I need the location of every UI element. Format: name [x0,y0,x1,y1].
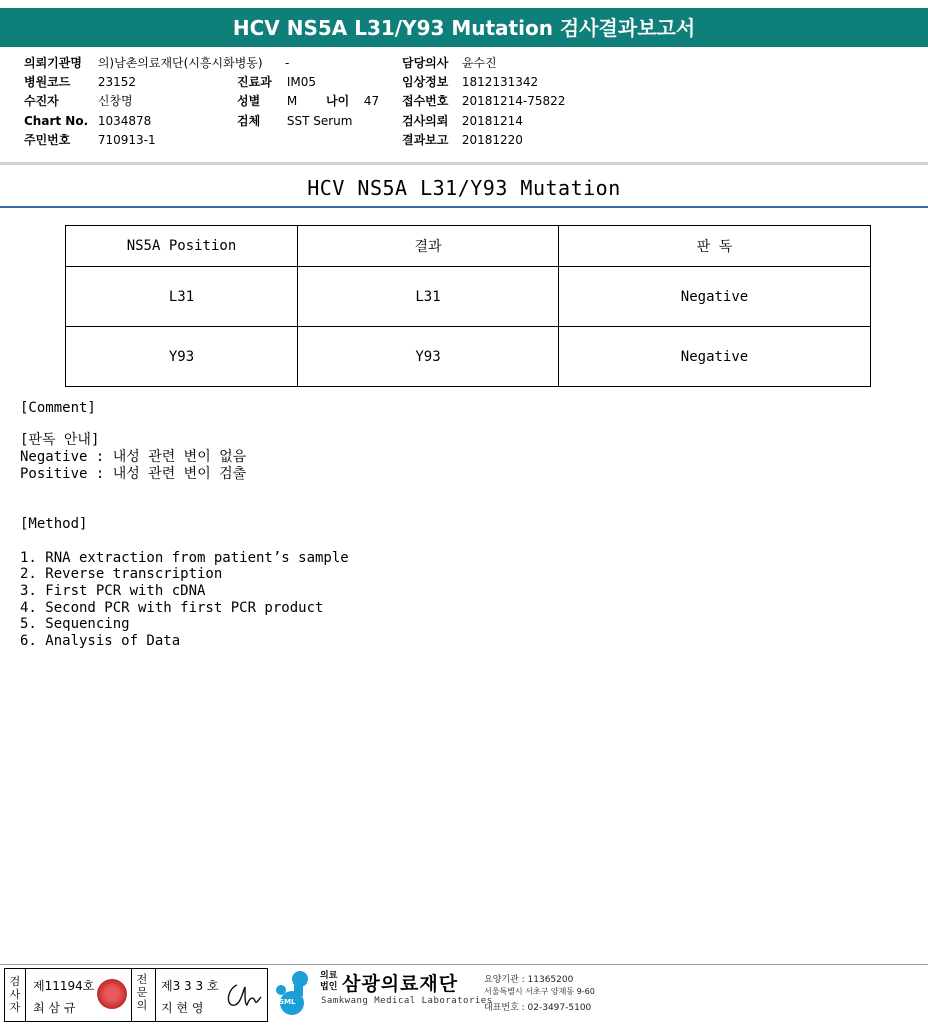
method-header: [Method] [20,516,88,532]
institution-label: 의뢰기관명 [24,56,82,70]
corp-label-line: 법인 [320,982,338,992]
row-result: Y93 [298,327,559,387]
comment-header: [Comment] [20,400,96,416]
request-label: 검사의뢰 [402,114,449,128]
guide-line: Negative : 내성 관련 변이 없음 [20,449,247,465]
report-title: HCV NS5A L31/Y93 Mutation 검사결과보고서 [0,8,928,47]
specimen-label: 검체 [237,114,261,128]
row-position: Y93 [66,327,298,387]
chart-label: Chart No. [24,114,89,128]
corp-label-line: 의료 [320,971,338,981]
sml-logo-icon [272,970,316,1016]
result-table [65,225,871,387]
row-interpretation: Negative [559,267,871,327]
report-date-label: 결과보고 [402,133,449,147]
chart-value: 1034878 [97,114,152,128]
row-position: L31 [66,267,298,327]
section-divider [0,206,928,208]
org-address: 서울특별시 서초구 양재동 9-60 [484,987,595,996]
receipt-value: 20181214-75822 [461,94,566,108]
org-phone: 대표번호 : 02-3497-5100 [484,1003,592,1013]
care-number: 요양기관 : 11365200 [484,975,574,985]
footer-divider [0,964,928,965]
doctor-label: 담당의사 [402,56,449,70]
method-line: 4. Second PCR with first PCR product [20,600,324,616]
method-line: 6. Analysis of Data [20,633,181,649]
clinical-label: 임상정보 [402,75,449,89]
table-row [66,327,871,387]
org-english: Samkwang Medical Laboratories [321,996,493,1006]
seal-stamp-icon [97,979,127,1009]
institution-extra: - [285,56,290,70]
receipt-label: 접수번호 [402,94,449,108]
box-divider [131,969,132,1021]
clinical-value: 1812131342 [461,75,539,89]
age-label: 나이 [326,94,350,108]
method-line: 1. RNA extraction from patient’s sample [20,550,349,566]
box-divider [155,969,156,1021]
examiner-label: 검사자 [5,969,26,1021]
id-value: 710913-1 [97,133,156,147]
specialist-name: 지 현 영 [161,1001,204,1015]
method-line: 3. First PCR with cDNA [20,583,206,599]
dept-value: IM05 [286,75,316,89]
dept-label: 진료과 [237,75,272,89]
method-line: 2. Reverse transcription [20,566,223,582]
guide-header: [판독 안내] [20,432,100,448]
specialist-number: 제3 3 3 호 [161,979,219,993]
row-result: L31 [298,267,559,327]
org-name: 삼광의료재단 [342,973,459,995]
info-divider [0,162,928,165]
sex-value: M [286,94,298,108]
id-label: 주민번호 [24,133,71,147]
table-header-row [66,226,871,267]
signature-box [4,968,268,1022]
signature-icon [223,979,263,1013]
method-line: 5. Sequencing [20,616,130,632]
corp-label [320,971,337,993]
guide-line: Positive : 내성 관련 변이 검출 [20,466,247,482]
specialist-label: 전문의 [136,973,148,1012]
header-position: NS5A Position [66,226,298,267]
header-result: 결과 [298,226,559,267]
examiner-number: 제11194호 [33,979,95,993]
institution-value: 의)남촌의료재단(시흥시화병동) [97,56,263,70]
patient-label: 수진자 [24,94,59,108]
report-date-value: 20181220 [461,133,523,147]
examiner-name: 최 삼 규 [33,1001,76,1015]
header-interpretation: 판 독 [559,226,871,267]
request-value: 20181214 [461,114,523,128]
patient-value: 신창명 [97,94,133,108]
specimen-value: SST Serum [286,114,353,128]
age-value: 47 [363,94,380,108]
hospital-code-label: 병원코드 [24,75,71,89]
sex-label: 성별 [237,94,261,108]
row-interpretation: Negative [559,327,871,387]
table-row [66,267,871,327]
hospital-code-value: 23152 [97,75,137,89]
doctor-value: 윤수진 [461,56,497,70]
sml-badge: SML [279,998,296,1006]
section-title: HCV NS5A L31/Y93 Mutation [307,176,621,200]
